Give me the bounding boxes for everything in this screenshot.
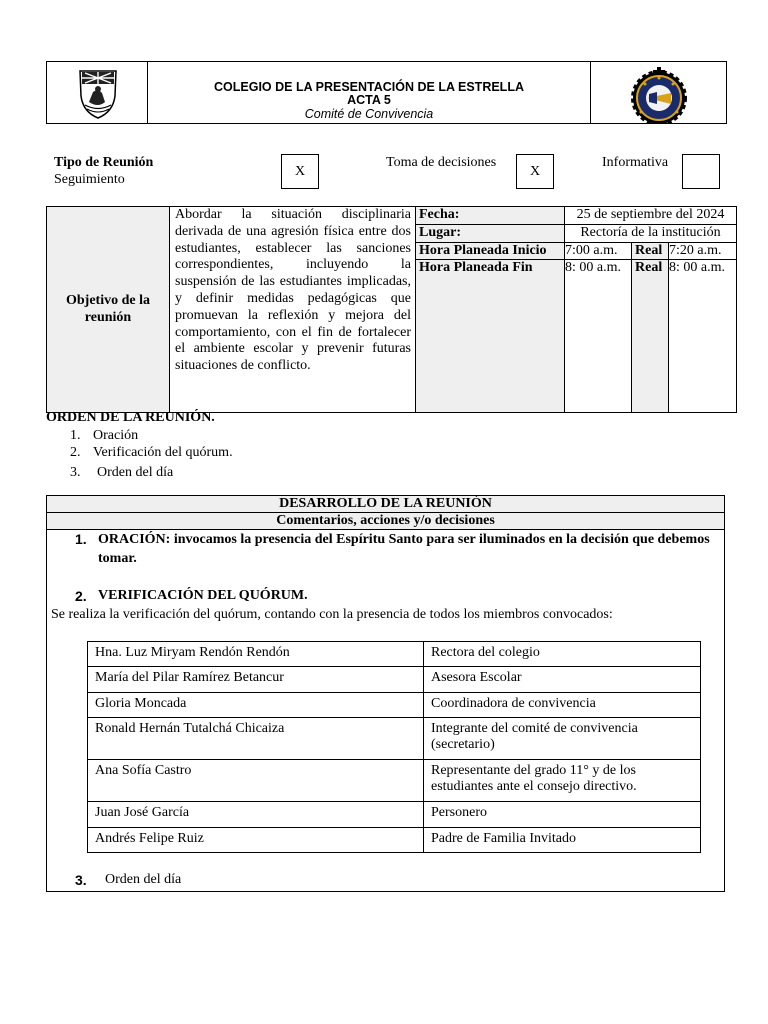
member-name: Gloria Moncada (88, 693, 424, 718)
fin-real-value: 8: 00 a.m. (669, 260, 737, 413)
section-1-text: invocamos la presencia del Espíritu Santo para ser iluminados en la decisión que debemos tomar. (98, 532, 710, 566)
table-row (88, 718, 701, 760)
table-row (88, 642, 701, 667)
section-3-number: 3. (75, 872, 87, 888)
section-2-number: 2. (75, 588, 87, 604)
fecha-label: Fecha: (416, 207, 565, 225)
objective-label: Objetivo de la reunión (47, 207, 170, 413)
objective-cell (170, 207, 416, 413)
document-header (46, 61, 727, 124)
logo-left-cell (47, 62, 148, 123)
development-title: DESARROLLO DE LA REUNIÓN (47, 496, 724, 513)
fin-real-label: Real (632, 260, 669, 413)
inicio-label: Hora Planeada Inicio (416, 242, 565, 260)
inicio-real-value: 7:20 a.m. (669, 242, 737, 260)
member-name: Hna. Luz Miryam Rendón Rendón (88, 642, 424, 667)
header-title-block (148, 81, 590, 121)
member-role: Asesora Escolar (424, 667, 701, 693)
fecha-value: 25 de septiembre del 2024 (565, 207, 737, 225)
member-name: Juan José García (88, 802, 424, 828)
member-role: Integrante del comité de convivencia (secretario) (424, 718, 701, 760)
fin-value: 8: 00 a.m. (565, 260, 632, 413)
member-name: Ronald Hernán Tutalchá Chicaiza (88, 718, 424, 760)
member-role: Coordinadora de convivencia (424, 693, 701, 718)
option-decisiones-box: X (516, 154, 554, 189)
committee-seal-icon (591, 62, 727, 123)
school-name: COLEGIO DE LA PRESENTACIÓN DE LA ESTRELLA (214, 80, 524, 94)
acta-number: ACTA 5 (347, 93, 391, 107)
table-row (88, 802, 701, 828)
member-name: María del Pilar Ramírez Betancur (88, 667, 424, 693)
school-crest-icon (47, 62, 148, 123)
objective-text: Abordar la situación disciplinaria derivada de una agresión física entre dos estudiantes, establecer las sanciones correspondientes, incluyendo la suspensión de las estudiantes implicadas, y definir medidas pedagógicas que promuevan la reflexión y mejora del comportamiento, con el fin de fortalecer el ambiente escolar y prevenir futuras situaciones de conflicto. (175, 207, 411, 374)
table-row (88, 693, 701, 718)
agenda-item-text: Oración (93, 428, 139, 443)
agenda-item: 2. Verificación del quórum. (70, 445, 233, 460)
fin-label: Hora Planeada Fin (416, 260, 565, 413)
table-row (88, 760, 701, 802)
lugar-value: Rectoría de la institución (565, 224, 737, 242)
member-name: Andrés Felipe Ruiz (88, 828, 424, 853)
agenda-title: ORDEN DE LA REUNIÓN. (46, 410, 215, 425)
option-informativa-box (682, 154, 720, 189)
meeting-type-label: Tipo de Reunión (54, 155, 154, 170)
section-oracion (75, 530, 715, 568)
development-subtitle: Comentarios, acciones y/o decisiones (47, 513, 724, 530)
section-3-title: Orden del día (105, 872, 182, 887)
agenda-list (70, 428, 233, 482)
agenda-item-text: Orden del día (97, 465, 174, 480)
member-name: Ana Sofía Castro (88, 760, 424, 802)
option-seguimiento-label: Seguimiento (54, 172, 125, 187)
agenda-item: 3. Orden del día (70, 465, 174, 480)
table-row (88, 667, 701, 693)
section-1-body (98, 530, 715, 568)
section-2-title: VERIFICACIÓN DEL QUÓRUM. (98, 588, 308, 603)
member-role: Rectora del colegio (424, 642, 701, 667)
inicio-value: 7:00 a.m. (565, 242, 632, 260)
lugar-label: Lugar: (416, 224, 565, 242)
section-quorum (75, 588, 308, 604)
option-decisiones-label: Toma de decisiones (386, 155, 497, 170)
option-informativa-label: Informativa (602, 155, 669, 170)
member-role: Representante del grado 11° y de los estudiantes ante el consejo directivo. (424, 760, 701, 802)
member-role: Personero (424, 802, 701, 828)
agenda-item: 1. Oración (70, 428, 139, 443)
table-row (88, 828, 701, 853)
member-role: Padre de Familia Invitado (424, 828, 701, 853)
members-table (87, 641, 701, 853)
inicio-real-label: Real (632, 242, 669, 260)
section-2-text: Se realiza la verificación del quórum, contando con la presencia de todos los miembros convocados: (51, 607, 613, 622)
objective-table (46, 206, 737, 413)
section-1-number: 1. (75, 531, 87, 547)
committee-name: Comité de Convivencia (304, 107, 434, 121)
section-1-title: ORACIÓN: (98, 532, 171, 547)
logo-right-cell (590, 62, 726, 123)
option-seguimiento-box: X (281, 154, 319, 189)
agenda-item-text: Verificación del quórum. (93, 445, 233, 460)
section-orden-dia (75, 872, 181, 888)
